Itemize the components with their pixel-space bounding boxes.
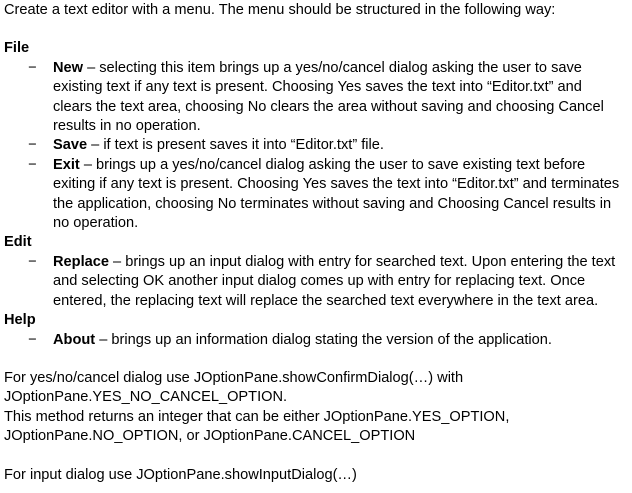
spacer xyxy=(4,20,630,39)
item-desc-line: and selecting OK another input dialog comes up with entry for replacing text. Once xyxy=(53,273,586,290)
confirm-dialog-note: JOptionPane.NO_OPTION, or JOptionPane.CANCEL_OPTION xyxy=(4,428,416,445)
item-name: Save xyxy=(53,137,88,154)
item-first-line xyxy=(53,331,630,350)
item-name: About xyxy=(53,331,96,348)
item-desc-line: clears the text area, choosing No clears the area without saving and choosing Cancel xyxy=(53,98,604,115)
bullet-dash: − xyxy=(28,137,37,154)
menu-item-exit xyxy=(4,156,630,234)
menu-item-replace xyxy=(4,253,630,311)
menu-heading-help: Help xyxy=(4,312,36,329)
menu-items-edit xyxy=(4,253,630,311)
menu-heading-file: File xyxy=(4,40,30,57)
menu-item-save xyxy=(4,136,630,155)
menu-items-help xyxy=(4,331,630,350)
item-desc-line: – brings up an input dialog with entry for searched text. Upon entering the text xyxy=(108,253,616,270)
menu-items-file xyxy=(4,59,630,234)
item-desc-line: – brings up an information dialog stating the version of the application. xyxy=(95,331,552,348)
document-page xyxy=(4,1,630,485)
confirm-dialog-note: This method returns an integer that can be either JOptionPane.YES_OPTION, xyxy=(4,408,510,425)
item-first-line xyxy=(53,59,630,78)
intro-text: Create a text editor with a menu. The menu should be structured in the following way: xyxy=(4,2,556,18)
bullet-dash: − xyxy=(28,59,37,76)
spacer xyxy=(4,447,630,466)
bullet-dash: − xyxy=(28,331,37,348)
menu-item-new xyxy=(4,59,630,137)
item-name: Replace xyxy=(53,253,109,270)
item-name: New xyxy=(53,59,84,76)
item-name: Exit xyxy=(53,156,80,173)
item-desc-line: – brings up a yes/no/cancel dialog asking the user to save existing text before xyxy=(79,156,586,173)
item-desc-line: existing text if any text is present. Choosing Yes saves the text into “Editor.txt” and xyxy=(53,79,582,96)
item-first-line xyxy=(53,136,630,155)
spacer xyxy=(4,350,630,369)
confirm-dialog-note: For yes/no/cancel dialog use JOptionPane.showConfirmDialog(…) with xyxy=(4,369,464,386)
bullet-dash: − xyxy=(28,156,37,173)
item-desc-line: entered, the replacing text will replace the searched text everywhere in the text area. xyxy=(53,292,599,309)
item-first-line xyxy=(53,156,630,175)
menu-item-about xyxy=(4,331,630,350)
item-first-line xyxy=(53,253,630,272)
input-dialog-note: For input dialog use JOptionPane.showInputDialog(…) xyxy=(4,466,357,483)
item-desc-line: – if text is present saves it into “Editor.txt” file. xyxy=(87,137,384,154)
item-desc-line: – selecting this item brings up a yes/no/cancel dialog asking the user to save xyxy=(83,59,582,76)
item-desc-line: the application, choosing No terminates without saving and Choosing Cancel results in xyxy=(53,195,612,212)
confirm-dialog-note: JOptionPane.YES_NO_CANCEL_OPTION. xyxy=(4,389,288,406)
bullet-dash: − xyxy=(28,253,37,270)
item-desc-line: no operation. xyxy=(53,215,139,232)
item-desc-line: exiting if any text is present. Choosing Yes saves the text into “Editor.txt” and terminates xyxy=(53,176,620,193)
menu-heading-edit: Edit xyxy=(4,234,32,251)
item-desc-line: results in no operation. xyxy=(53,118,201,135)
